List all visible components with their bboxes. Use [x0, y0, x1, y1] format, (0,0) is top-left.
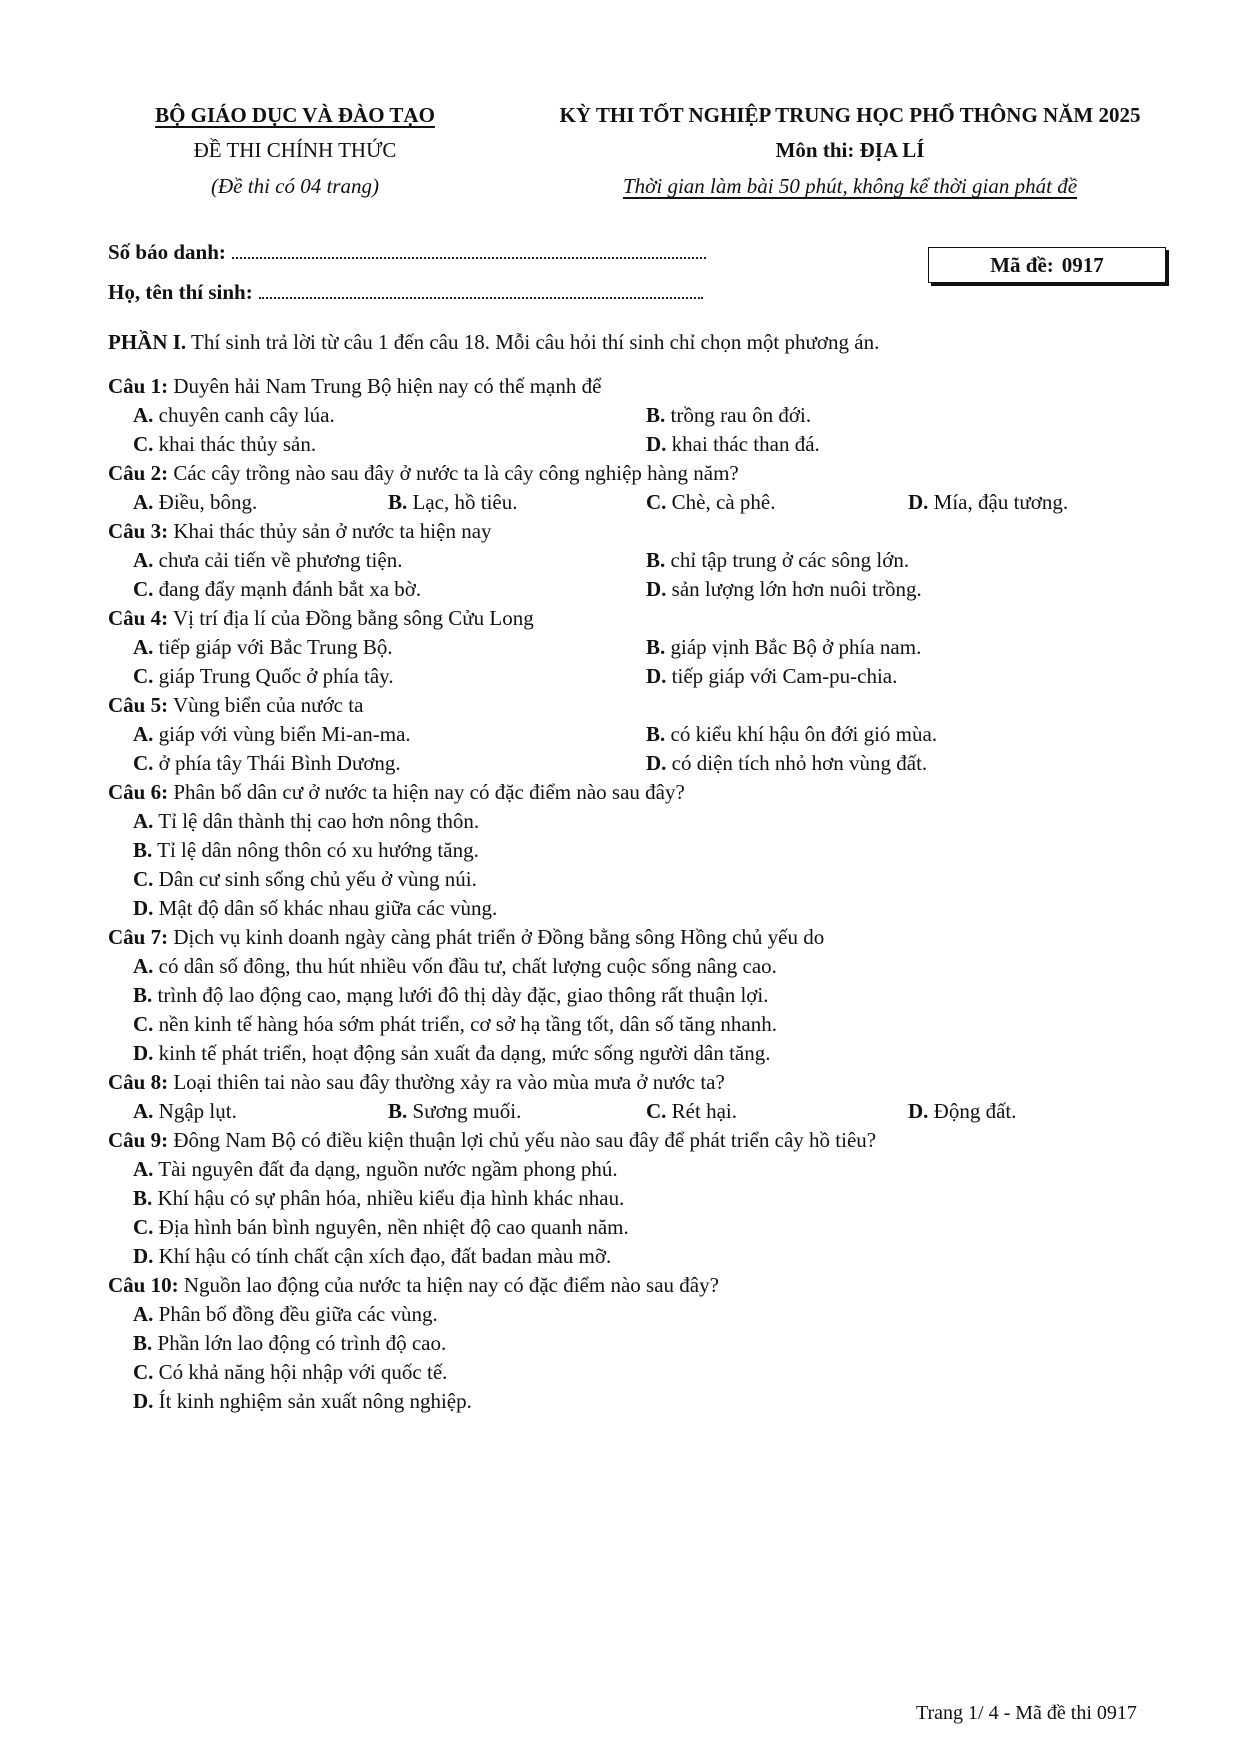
option: B. Tỉ lệ dân nông thôn có xu hướng tăng.: [133, 838, 479, 862]
time-note: Thời gian làm bài 50 phút, không kể thời gian phát đề: [622, 174, 1078, 198]
option: B. Khí hậu có sự phân hóa, nhiều kiểu địa hình khác nhau.: [133, 1186, 625, 1210]
option: A. tiếp giáp với Bắc Trung Bộ.: [133, 635, 393, 659]
question-stem: Câu 9: Đông Nam Bộ có điều kiện thuận lợi chủ yếu nào sau đây để phát triển cây hồ tiêu?: [108, 1128, 877, 1152]
option: D. Động đất.: [908, 1099, 1017, 1123]
page-footer: Trang 1/ 4 - Mã đề thi 0917: [916, 1702, 1137, 1724]
option: C. giáp Trung Quốc ở phía tây.: [133, 664, 394, 688]
option: B. có kiểu khí hậu ôn đới gió mùa.: [646, 722, 938, 746]
option: D. Ít kinh nghiệm sản xuất nông nghiệp.: [133, 1389, 472, 1413]
option: A. giáp với vùng biển Mi-an-ma.: [133, 722, 411, 746]
option: B. giáp vịnh Bắc Bộ ở phía nam.: [646, 635, 922, 659]
option: C. Rét hại.: [646, 1099, 737, 1123]
subject-label: Môn thi: ĐỊA LÍ: [775, 138, 925, 162]
option: C. đang đẩy mạnh đánh bắt xa bờ.: [133, 577, 422, 601]
option: A. Điều, bông.: [133, 490, 258, 514]
question-stem: Câu 6: Phân bố dân cư ở nước ta hiện nay có đặc điểm nào sau đây?: [108, 780, 685, 804]
option: B. Phần lớn lao động có trình độ cao.: [133, 1331, 447, 1355]
question-stem: Câu 1: Duyên hải Nam Trung Bộ hiện nay có thế mạnh để: [108, 374, 602, 398]
option: D. Mật độ dân số khác nhau giữa các vùng.: [133, 896, 498, 920]
question-stem: Câu 10: Nguồn lao động của nước ta hiện nay có đặc điểm nào sau đây?: [108, 1273, 719, 1297]
option: C. ở phía tây Thái Bình Dương.: [133, 751, 401, 775]
dotted-line: [232, 243, 706, 259]
option: A. có dân số đông, thu hút nhiều vốn đầu tư, chất lượng cuộc sống nâng cao.: [133, 954, 777, 978]
option: C. Chè, cà phê.: [646, 490, 776, 514]
option: D. Mía, đậu tương.: [908, 490, 1069, 514]
question-stem: Câu 8: Loại thiên tai nào sau đây thường xảy ra vào mùa mưa ở nước ta?: [108, 1070, 725, 1094]
option: B. trồng rau ôn đới.: [646, 403, 812, 427]
candidate-number-field: Số báo danh:: [108, 240, 706, 265]
option: B. Sương muối.: [388, 1099, 522, 1123]
option: D. tiếp giáp với Cam-pu-chia.: [646, 664, 898, 688]
option: C. khai thác thủy sản.: [133, 432, 317, 456]
option: C. Dân cư sinh sống chủ yếu ở vùng núi.: [133, 867, 477, 891]
question-stem: Câu 7: Dịch vụ kinh doanh ngày càng phát triển ở Đồng bằng sông Hồng chủ yếu do: [108, 925, 825, 949]
option: C. Địa hình bán bình nguyên, nền nhiệt độ cao quanh năm.: [133, 1215, 629, 1239]
option: A. Tài nguyên đất đa dạng, nguồn nước ngầm phong phú.: [133, 1157, 618, 1181]
option: C. nền kinh tế hàng hóa sớm phát triển, cơ sở hạ tầng tốt, dân số tăng nhanh.: [133, 1012, 777, 1036]
option: D. khai thác than đá.: [646, 432, 820, 456]
option: D. có diện tích nhỏ hơn vùng đất.: [646, 751, 928, 775]
option: B. trình độ lao động cao, mạng lưới đô thị dày đặc, giao thông rất thuận lợi.: [133, 983, 769, 1007]
dotted-line: [259, 283, 703, 299]
option: B. Lạc, hồ tiêu.: [388, 490, 518, 514]
part-heading: PHẦN I. Thí sinh trả lời từ câu 1 đến câu 18. Mỗi câu hỏi thí sinh chỉ chọn một phương án.: [108, 330, 880, 354]
option: D. Khí hậu có tính chất cận xích đạo, đất badan màu mỡ.: [133, 1244, 612, 1268]
option: A. Tỉ lệ dân thành thị cao hơn nông thôn.: [133, 809, 480, 833]
option: A. chưa cải tiến về phương tiện.: [133, 548, 403, 572]
question-stem: Câu 2: Các cây trồng nào sau đây ở nước ta là cây công nghiệp hàng năm?: [108, 461, 739, 485]
option: D. kinh tế phát triển, hoạt động sản xuất đa dạng, mức sống người dân tăng.: [133, 1041, 771, 1065]
option: D. sản lượng lớn hơn nuôi trồng.: [646, 577, 922, 601]
question-stem: Câu 3: Khai thác thủy sản ở nước ta hiện nay: [108, 519, 492, 543]
exam-code-box: Mã đề: 0917: [928, 247, 1166, 283]
question-stem: Câu 5: Vùng biển của nước ta: [108, 693, 364, 717]
question-stem: Câu 4: Vị trí địa lí của Đồng bằng sông Cửu Long: [108, 606, 534, 630]
candidate-name-field: Họ, tên thí sinh:: [108, 280, 703, 305]
exam-title: KỲ THI TỐT NGHIỆP TRUNG HỌC PHỔ THÔNG NĂM 2025: [559, 103, 1141, 127]
page-count: (Đề thi có 04 trang): [211, 174, 379, 198]
option: A. Phân bố đồng đều giữa các vùng.: [133, 1302, 438, 1326]
option: A. Ngập lụt.: [133, 1099, 237, 1123]
option: B. chỉ tập trung ở các sông lớn.: [646, 548, 910, 572]
option: A. chuyên canh cây lúa.: [133, 403, 335, 427]
option: C. Có khả năng hội nhập với quốc tế.: [133, 1360, 448, 1384]
official-label: ĐỀ THI CHÍNH THỨC: [193, 138, 397, 162]
ministry-name: BỘ GIÁO DỤC VÀ ĐÀO TẠO: [155, 103, 435, 127]
